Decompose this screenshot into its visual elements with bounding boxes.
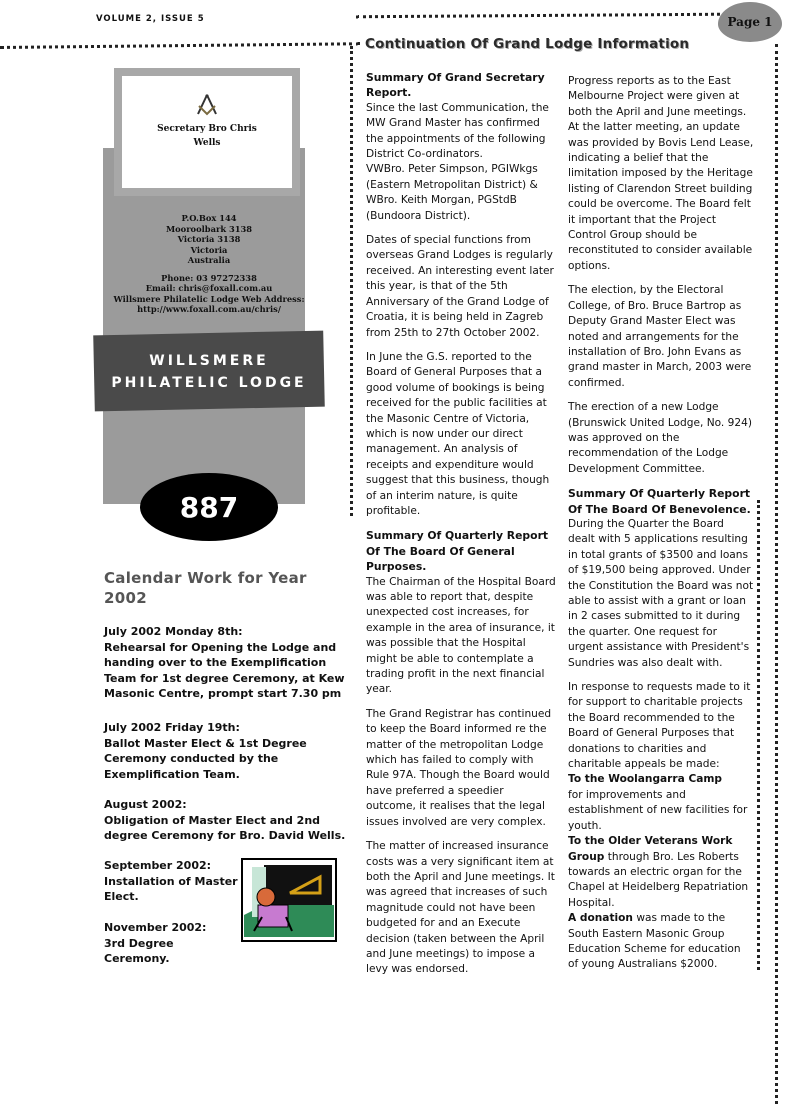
web-address-label: Willsmere Philatelic Lodge Web Address: [113,293,305,304]
section-heading: Summary Of Quarterly Report Of The Board Of Benevolence. [568,487,751,516]
article-column-2 [568,74,754,973]
paragraph: Progress reports as to the East Melbourne Project were given at both the April and June meetings. At the latter meeting, an update was provided by Bovis Lend Lease, indicating a belief that the limitation imposed by the Heritage listing of Clarendon Street building could be overcome. The Board felt it important that the Project Control Group should be reconstituted to consider available options. [568,75,754,272]
calendar-text: Obligation of Master Elect and 2nd degree Ceremony for Bro. David Wells. [104,813,346,842]
lodge-name-line-1: WILLSMERE [149,353,269,369]
donation-text: through Bro. Les Roberts towards an electric organ for the Chapel at Heidelberg Repatriation Hospital. [568,850,749,909]
donation-heading: To the Woolangarra Camp [568,773,723,786]
calendar-date: July 2002 Monday 8th: [104,625,243,638]
calendar-entry [104,858,240,905]
paragraph-text: In response to requests made to it for support to charitable projects the Board recommended to the Board of General Purposes that donations to charities and charitable appeals be made: [568,681,751,771]
paragraph: During the Quarter the Board dealt with 5 applications resulting in total grants of $3500 and loans of $19,500 being approved. Under the Constitution the Board was not able to assist with a grant or loan in 2 cases submitted to it during the quarter. One request for urgent assistance with President's Sundries was also dealt with. [568,517,754,669]
calendar-date: August 2002: [104,798,187,811]
paragraph: The election, by the Electoral College, of Bro. Bruce Bartrop as Deputy Grand Master Elect was noted and arrangements for the installation of Bro. John Evans as grand master in March, 2003 were confirmed. [568,284,752,389]
paragraph-text: Since the last Communication, the MW Grand Master has confirmed the appointments of the following District Co-ordinators. [366,101,549,161]
section-heading: Summary Of Quarterly Report Of The Board Of General Purposes. [366,529,549,574]
top-dotted-border [0,42,360,49]
paragraph: In June the G.S. reported to the Board of General Purposes that a good volume of bookings is being received for the public facilities at the Masonic Centre of Victoria, which is now under our direct management. An analysis of receipts and expenditure would suggest that this business, though of an interim nature, is quite profitable. [366,350,550,517]
paragraph [366,101,556,163]
calendar-date: July 2002 Friday 19th: [104,721,240,734]
sidebar-panel [103,148,305,504]
donation-heading: A donation [568,912,633,925]
paragraph: The Grand Registrar has continued to keep the Board informed re the matter of the metropolitan Lodge which has failed to comply with Rule 97A. Though the Board would have preferred a speedier outcome, it realises that the legal issues involved are very complex. [366,707,552,828]
address-line: P.O.Box 144 [181,213,237,223]
calendar-date: November 2002: [104,921,207,934]
donation-text: was made to the South Eastern Masonic Group Education Scheme for education of young Australians $2000. [568,912,741,971]
paragraph-text: VWBro. Peter Simpson, PGIWkgs (Eastern Metropolitan District) & WBro. Keith Morgan, PGStdB (Bundoora District). [366,163,538,222]
secretary-line-2: Wells [193,138,221,148]
lodge-number-badge: 887 [140,473,278,541]
continuation-title: Continuation Of Grand Lodge Information [365,36,690,52]
address-line: Australia [187,255,231,265]
calendar-entry [104,920,224,967]
calendar-title: Calendar Work for Year 2002 [104,569,307,607]
classroom-clipart-icon [240,857,338,943]
paragraph: Dates of special functions from overseas Grand Lodges is regularly received. An interesting event later this year, is that of the 5th Anniversary of the Grand Lodge of Croatia, it is being held in Zagreb from 25th to 27th October 2002. [366,234,554,339]
calendar-text: Installation of Master Elect. [104,874,238,903]
calendar-text: Ballot Master Elect & 1st Degree Ceremony conducted by the Exemplification Team. [104,736,307,781]
calendar-text: 3rd Degree Ceremony. [104,936,174,965]
secretary-line-1: Secretary Bro Chris [157,124,257,134]
address-block [103,213,315,315]
secretary-name [126,122,288,150]
calendar-date: September 2002: [104,859,212,872]
center-dotted-border [350,46,353,516]
address-line: Mooroolbark 3138 [165,223,253,234]
paragraph [568,680,754,772]
donation-item [568,834,754,911]
page-label: Page 1 [718,2,782,42]
email-line: Email: chris@foxall.com.au [145,283,273,293]
article-column-1 [366,70,556,987]
lodge-name [94,350,324,394]
address-line: Victoria 3138 [177,234,241,244]
donation-text: for improvements and establishment of new facilities for youth. [568,788,748,832]
phone-line: Phone: 03 97272338 [161,272,257,283]
right-dotted-border [775,44,778,1104]
donation-item [568,788,754,834]
square-compass-icon [195,94,219,116]
calendar-entry [104,797,356,844]
paragraph: The Chairman of the Hospital Board was able to report that, despite unexpected cost increases, for example in the area of insurance, it was possible that the Hospital might be able to contemplate a trading profit in the next financial year. [366,575,556,696]
right-dotted-border-inner [757,500,760,970]
donation-item [568,911,754,973]
section-heading: Summary Of Grand Secretary Report. [366,71,545,100]
calendar-entry [104,624,356,702]
paragraph [366,162,556,224]
top-dotted-border-right [356,13,720,19]
calendar-entry [104,720,356,782]
calendar-text: Rehearsal for Opening the Lodge and handing over to the Exemplification Team for 1st degree Ceremony, at Kew Masonic Centre, prompt start 7.30 pm [104,640,345,700]
donation-heading: To the Older Veterans Work Group [568,835,733,863]
address-line: Victoria [190,244,228,255]
lodge-name-line-2: PHILATELIC LODGE [111,375,307,391]
web-address-link[interactable]: http://www.foxall.com.au/chris/ [137,304,281,314]
volume-issue: VOLUME 2, ISSUE 5 [96,14,205,24]
donation-item [568,772,754,787]
paragraph: The erection of a new Lodge (Brunswick United Lodge, No. 924) was approved on the recommendation of the Lodge Development Committee. [568,401,753,475]
paragraph: The matter of increased insurance costs was a very significant item at both the April and June meetings. It was agreed that increases of such magnitude could not have been budgeted for and an Execute decision (taken between the April and June meetings) to impose a levy was endorsed. [366,840,555,976]
